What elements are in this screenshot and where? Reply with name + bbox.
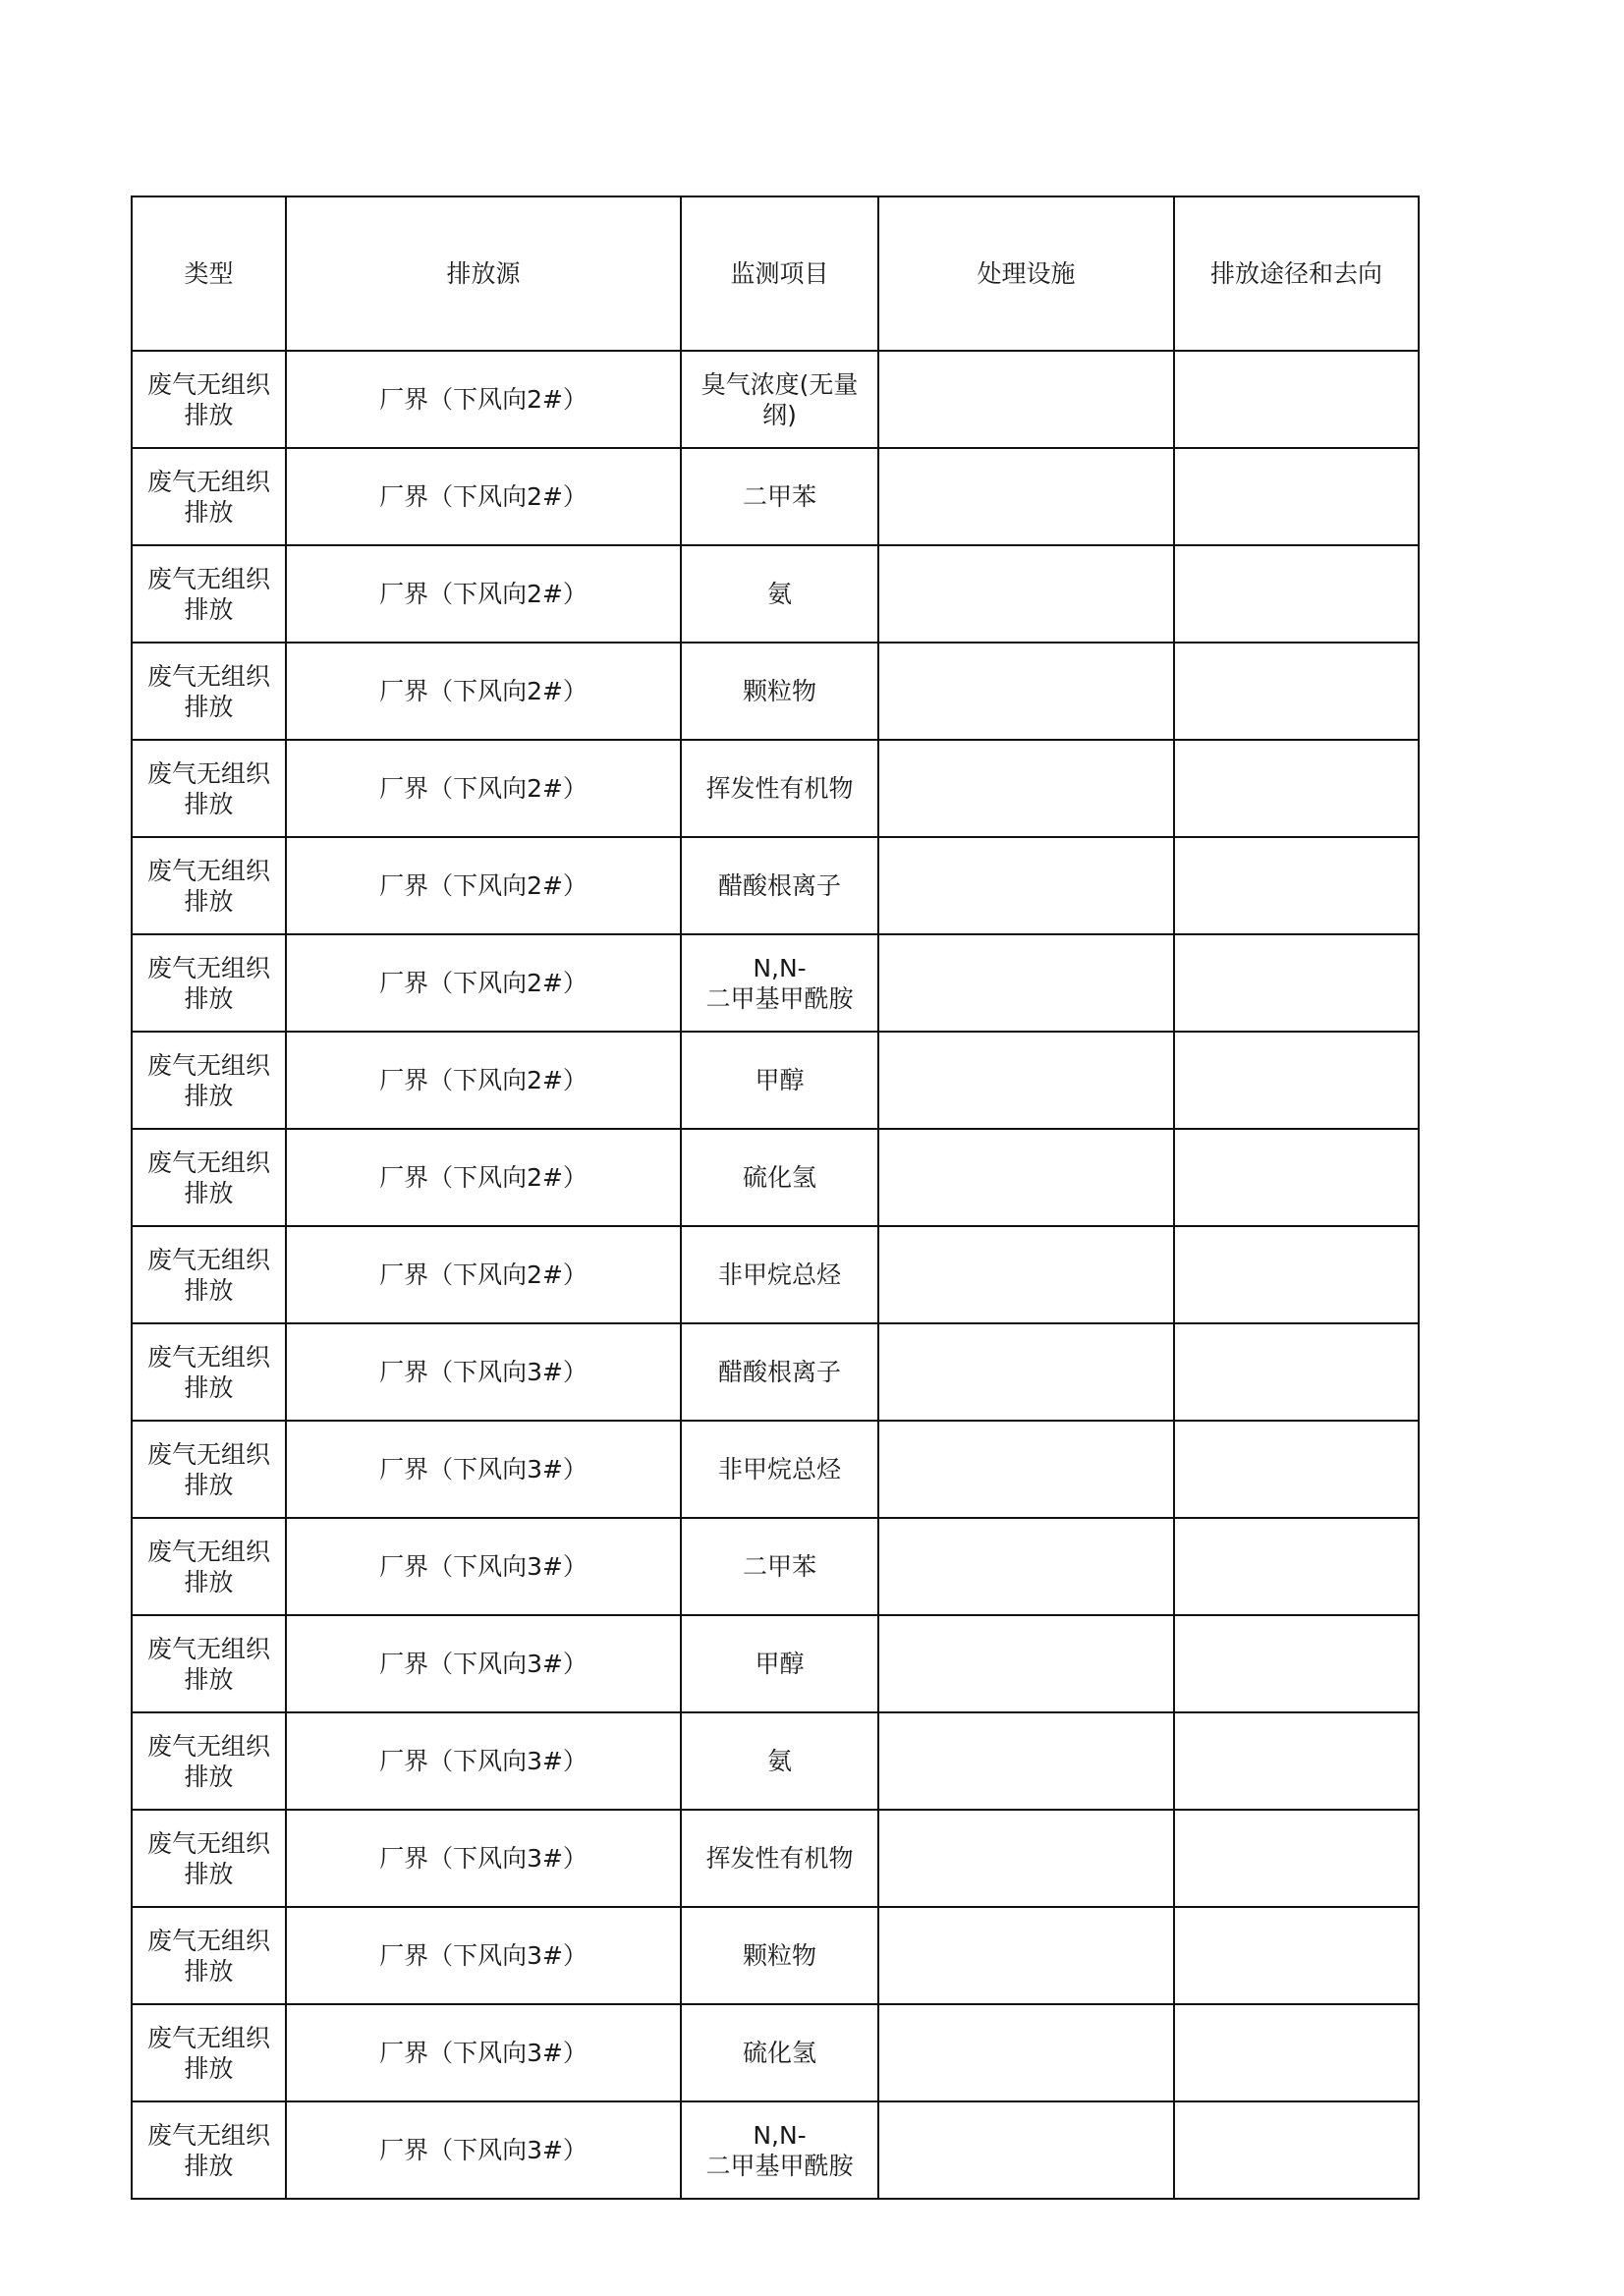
cell-route <box>1174 545 1419 643</box>
cell-type-line2: 排放 <box>184 886 234 916</box>
header-route: 排放途径和去向 <box>1174 196 1419 351</box>
cell-type-line2: 排放 <box>184 692 234 721</box>
cell-type-line1: 废气无组织 <box>146 953 270 982</box>
table-row <box>132 934 1419 1032</box>
table-body <box>132 351 1419 2199</box>
cell-item-line1: 甲醇 <box>755 1066 805 1094</box>
cell-item-line2: 纲) <box>762 400 797 429</box>
cell-type <box>132 1518 286 1615</box>
cell-item-line1: 非甲烷总烃 <box>717 1455 841 1484</box>
cell-item <box>681 351 878 448</box>
cell-facility <box>878 1129 1174 1226</box>
cell-type-line2: 排放 <box>184 789 234 818</box>
cell-type-line1: 废气无组织 <box>146 2023 270 2052</box>
cell-route <box>1174 1518 1419 1615</box>
cell-type <box>132 2004 286 2101</box>
cell-type <box>132 1712 286 1810</box>
cell-route <box>1174 1615 1419 1712</box>
cell-item <box>681 448 878 545</box>
cell-type <box>132 643 286 740</box>
cell-source: 厂界（下风向3#） <box>286 1810 681 1907</box>
cell-type-line2: 排放 <box>184 1859 234 1888</box>
table-row <box>132 837 1419 934</box>
cell-type-line2: 排放 <box>184 1956 234 1986</box>
cell-source: 厂界（下风向3#） <box>286 1421 681 1518</box>
cell-source: 厂界（下风向2#） <box>286 934 681 1032</box>
cell-type-line2: 排放 <box>184 594 234 624</box>
cell-item <box>681 1226 878 1323</box>
table-header <box>132 196 1419 351</box>
cell-type-line1: 废气无组织 <box>146 1828 270 1858</box>
cell-route <box>1174 837 1419 934</box>
cell-route <box>1174 1129 1419 1226</box>
cell-source: 厂界（下风向3#） <box>286 1712 681 1810</box>
cell-type <box>132 1226 286 1323</box>
cell-source: 厂界（下风向3#） <box>286 1518 681 1615</box>
cell-type-line1: 废气无组织 <box>146 2120 270 2150</box>
cell-source: 厂界（下风向2#） <box>286 740 681 837</box>
cell-type-line2: 排放 <box>184 1762 234 1791</box>
cell-facility <box>878 1712 1174 1810</box>
cell-route <box>1174 1032 1419 1129</box>
table-row <box>132 1810 1419 1907</box>
table-row <box>132 1518 1419 1615</box>
cell-type <box>132 1421 286 1518</box>
cell-source: 厂界（下风向2#） <box>286 1032 681 1129</box>
cell-item <box>681 1518 878 1615</box>
header-source: 排放源 <box>286 196 681 351</box>
cell-type-line1: 废气无组织 <box>146 1634 270 1663</box>
cell-route <box>1174 1226 1419 1323</box>
table-row <box>132 1032 1419 1129</box>
cell-type <box>132 2101 286 2199</box>
table-row <box>132 1712 1419 1810</box>
cell-facility <box>878 934 1174 1032</box>
cell-facility <box>878 1421 1174 1518</box>
cell-type-line2: 排放 <box>184 1470 234 1499</box>
cell-type-line2: 排放 <box>184 400 234 429</box>
cell-route <box>1174 740 1419 837</box>
cell-source: 厂界（下风向2#） <box>286 1129 681 1226</box>
cell-facility <box>878 837 1174 934</box>
cell-type <box>132 934 286 1032</box>
cell-type-line1: 废气无组织 <box>146 758 270 788</box>
cell-item-line1: 氨 <box>766 580 792 608</box>
cell-source: 厂界（下风向2#） <box>286 448 681 545</box>
header-facility: 处理设施 <box>878 196 1174 351</box>
cell-type-line1: 废气无组织 <box>146 856 270 885</box>
table-row <box>132 2101 1419 2199</box>
cell-facility <box>878 1810 1174 1907</box>
cell-type-line1: 废气无组织 <box>146 1342 270 1372</box>
cell-route <box>1174 1323 1419 1421</box>
cell-route <box>1174 2101 1419 2199</box>
cell-route <box>1174 2004 1419 2101</box>
cell-route <box>1174 1421 1419 1518</box>
cell-type-line1: 废气无组织 <box>146 1926 270 1955</box>
cell-source: 厂界（下风向3#） <box>286 2004 681 2101</box>
header-type: 类型 <box>132 196 286 351</box>
cell-facility <box>878 643 1174 740</box>
cell-type-line1: 废气无组织 <box>146 1537 270 1566</box>
table-row <box>132 2004 1419 2101</box>
cell-source: 厂界（下风向3#） <box>286 1615 681 1712</box>
cell-item-line1: N,N- <box>753 953 807 982</box>
cell-item-line1: 二甲苯 <box>742 482 816 511</box>
cell-type <box>132 1810 286 1907</box>
cell-type-line2: 排放 <box>184 1372 234 1402</box>
cell-item <box>681 1615 878 1712</box>
cell-item-line1: 醋酸根离子 <box>717 1358 841 1386</box>
cell-item-line1: 臭气浓度(无量 <box>700 369 859 399</box>
monitoring-table <box>131 196 1420 2200</box>
cell-type <box>132 448 286 545</box>
cell-facility <box>878 2004 1174 2101</box>
cell-item-line1: 颗粒物 <box>742 1941 816 1970</box>
cell-facility <box>878 1226 1174 1323</box>
cell-item-line1: 硫化氢 <box>742 2039 816 2067</box>
cell-source: 厂界（下风向3#） <box>286 1907 681 2004</box>
table-row <box>132 351 1419 448</box>
cell-item <box>681 545 878 643</box>
cell-facility <box>878 1518 1174 1615</box>
table-row <box>132 643 1419 740</box>
cell-source: 厂界（下风向2#） <box>286 351 681 448</box>
cell-facility <box>878 448 1174 545</box>
cell-type-line1: 废气无组织 <box>146 369 270 399</box>
cell-type-line2: 排放 <box>184 1178 234 1207</box>
cell-type-line1: 废气无组织 <box>146 1050 270 1080</box>
cell-type-line1: 废气无组织 <box>146 1731 270 1761</box>
cell-item-line1: 非甲烷总烃 <box>717 1260 841 1289</box>
cell-type <box>132 837 286 934</box>
cell-facility <box>878 1032 1174 1129</box>
cell-item <box>681 1907 878 2004</box>
cell-type <box>132 1907 286 2004</box>
cell-type-line1: 废气无组织 <box>146 1148 270 1177</box>
cell-type-line2: 排放 <box>184 2151 234 2180</box>
table-row <box>132 1421 1419 1518</box>
cell-item <box>681 2004 878 2101</box>
cell-type <box>132 1615 286 1712</box>
cell-type <box>132 740 286 837</box>
cell-type-line1: 废气无组织 <box>146 564 270 593</box>
cell-type-line1: 废气无组织 <box>146 1245 270 1274</box>
table-row <box>132 448 1419 545</box>
cell-facility <box>878 1907 1174 2004</box>
cell-item <box>681 1129 878 1226</box>
cell-type-line2: 排放 <box>184 2053 234 2083</box>
cell-route <box>1174 934 1419 1032</box>
header-row <box>132 196 1419 351</box>
cell-item-line1: 醋酸根离子 <box>717 871 841 900</box>
cell-item <box>681 934 878 1032</box>
table-row <box>132 545 1419 643</box>
cell-type <box>132 1323 286 1421</box>
cell-type-line2: 排放 <box>184 1081 234 1110</box>
cell-item-line1: 氨 <box>766 1747 792 1775</box>
cell-item-line1: 挥发性有机物 <box>705 1844 854 1873</box>
cell-item-line1: 颗粒物 <box>742 677 816 705</box>
cell-facility <box>878 740 1174 837</box>
cell-item <box>681 1323 878 1421</box>
cell-type <box>132 545 286 643</box>
table-row <box>132 1226 1419 1323</box>
cell-type <box>132 351 286 448</box>
cell-facility <box>878 1323 1174 1421</box>
cell-route <box>1174 1907 1419 2004</box>
cell-type-line2: 排放 <box>184 983 234 1013</box>
cell-item <box>681 1032 878 1129</box>
table-row <box>132 740 1419 837</box>
cell-item <box>681 2101 878 2199</box>
cell-type-line1: 废气无组织 <box>146 467 270 496</box>
cell-route <box>1174 643 1419 740</box>
cell-item-line1: N,N- <box>753 2120 807 2150</box>
cell-source: 厂界（下风向3#） <box>286 2101 681 2199</box>
cell-facility <box>878 1615 1174 1712</box>
cell-type-line2: 排放 <box>184 1567 234 1596</box>
cell-facility <box>878 545 1174 643</box>
cell-route <box>1174 448 1419 545</box>
cell-type <box>132 1129 286 1226</box>
cell-type-line1: 废气无组织 <box>146 1439 270 1469</box>
cell-route <box>1174 1810 1419 1907</box>
cell-source: 厂界（下风向3#） <box>286 1323 681 1421</box>
cell-item-line1: 甲醇 <box>755 1650 805 1678</box>
cell-route <box>1174 351 1419 448</box>
cell-item <box>681 643 878 740</box>
cell-source: 厂界（下风向2#） <box>286 545 681 643</box>
cell-item <box>681 1810 878 1907</box>
cell-item-line2: 二甲基甲酰胺 <box>705 983 854 1013</box>
cell-type-line2: 排放 <box>184 1275 234 1305</box>
cell-type-line2: 排放 <box>184 1664 234 1694</box>
table-row <box>132 1907 1419 2004</box>
cell-item <box>681 740 878 837</box>
cell-source: 厂界（下风向2#） <box>286 643 681 740</box>
cell-item <box>681 837 878 934</box>
cell-type-line2: 排放 <box>184 497 234 527</box>
cell-type-line1: 废气无组织 <box>146 661 270 691</box>
cell-route <box>1174 1712 1419 1810</box>
cell-item-line1: 硫化氢 <box>742 1163 816 1192</box>
cell-item-line1: 挥发性有机物 <box>705 774 854 803</box>
table-row <box>132 1615 1419 1712</box>
cell-facility <box>878 351 1174 448</box>
header-item: 监测项目 <box>681 196 878 351</box>
cell-source: 厂界（下风向2#） <box>286 1226 681 1323</box>
cell-source: 厂界（下风向2#） <box>286 837 681 934</box>
cell-item <box>681 1712 878 1810</box>
cell-type <box>132 1032 286 1129</box>
cell-facility <box>878 2101 1174 2199</box>
table-row <box>132 1323 1419 1421</box>
table-row <box>132 1129 1419 1226</box>
cell-item-line1: 二甲苯 <box>742 1552 816 1581</box>
cell-item-line2: 二甲基甲酰胺 <box>705 2151 854 2180</box>
cell-item <box>681 1421 878 1518</box>
